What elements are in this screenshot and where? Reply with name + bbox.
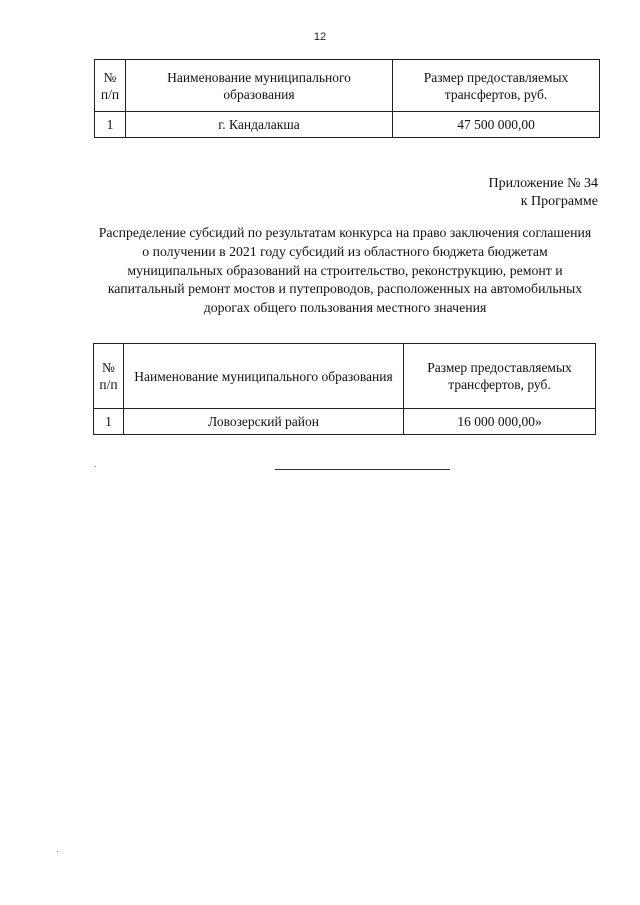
header-municipality: Наименование муниципального образования xyxy=(124,344,404,409)
cell-municipality: Ловозерский район xyxy=(124,409,404,435)
transfers-table-2 xyxy=(93,343,596,435)
cell-amount: 47 500 000,00 xyxy=(393,112,600,138)
header-municipality: Наименование муниципального образования xyxy=(126,60,393,112)
cell-municipality: г. Кандалакша xyxy=(126,112,393,138)
cell-amount: 16 000 000,00» xyxy=(404,409,596,435)
scan-speck xyxy=(95,466,96,467)
table-row xyxy=(94,409,596,435)
header-amount: Размер предоставляемых трансфертов, руб. xyxy=(393,60,600,112)
cell-number: 1 xyxy=(94,409,124,435)
document-title: Распределение субсидий по результатам конкурса на право заключения соглашения о получении в 2021 году субсидий из областного бюджета бюджетам муниципальных образований на строительство, реконструкцию, ремонт и капитальный ремонт мостов и путепроводов, расположенных на автомобильных дорогах общего пользования местного значения xyxy=(98,225,592,316)
header-number: № п/п xyxy=(94,344,124,409)
scan-speck xyxy=(57,851,58,852)
transfers-table-1 xyxy=(94,59,600,138)
header-amount: Размер предоставляемых трансфертов, руб. xyxy=(404,344,596,409)
header-number: № п/п xyxy=(95,60,126,112)
appendix-reference xyxy=(489,175,599,211)
table-header-row xyxy=(95,60,600,112)
table-header-row xyxy=(94,344,596,409)
cell-number: 1 xyxy=(95,112,126,138)
appendix-number: Приложение № 34 xyxy=(488,176,598,191)
appendix-program: к Программе xyxy=(520,194,598,209)
table-row xyxy=(95,112,600,138)
page-number: 12 xyxy=(313,31,327,43)
closing-rule xyxy=(275,469,450,470)
